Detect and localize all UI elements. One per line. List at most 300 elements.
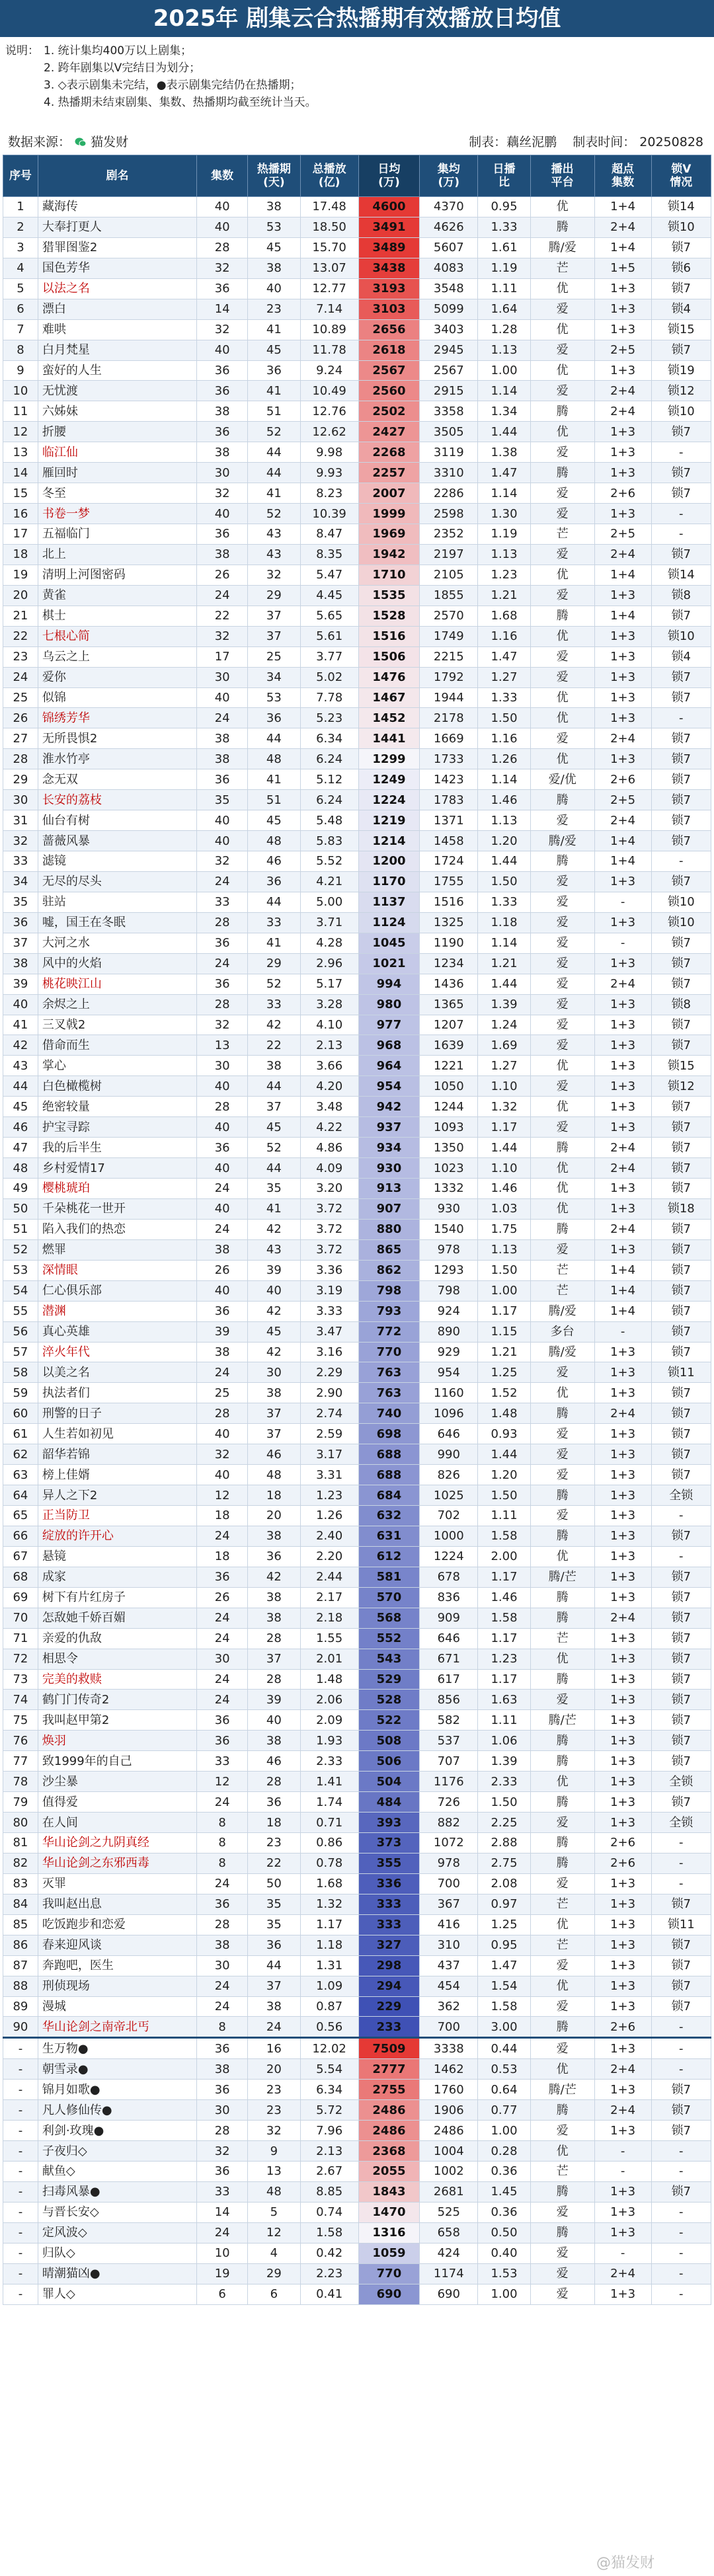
table-cell: 2.00 bbox=[478, 1546, 530, 1567]
table-cell: 28 bbox=[248, 1628, 300, 1649]
table-cell: 芒 bbox=[530, 1894, 594, 1914]
table-cell: 锁11 bbox=[651, 1914, 711, 1935]
table-cell: 40 bbox=[197, 1424, 248, 1444]
table-cell: 40 bbox=[248, 1710, 300, 1731]
table-cell: - bbox=[3, 2038, 38, 2059]
table-cell: 1.13 bbox=[478, 544, 530, 565]
drama-name: 韶华若锦 bbox=[38, 1444, 196, 1465]
table-cell: 42 bbox=[248, 1342, 300, 1362]
table-row bbox=[3, 1056, 711, 1076]
table-cell: 32 bbox=[197, 1015, 248, 1035]
table-cell: - bbox=[3, 2243, 38, 2263]
table-cell: 爱 bbox=[530, 1465, 594, 1485]
table-cell: 锁7 bbox=[651, 769, 711, 790]
table-cell: 爱 bbox=[530, 912, 594, 933]
daily-avg-cell: 2486 bbox=[358, 2100, 420, 2121]
column-header: 热播期 (天) bbox=[248, 155, 300, 197]
table-cell: 芒 bbox=[530, 258, 594, 278]
daily-avg-cell: 954 bbox=[358, 1076, 420, 1097]
table-cell: 腾/芒 bbox=[530, 1567, 594, 1587]
table-row bbox=[3, 2222, 711, 2243]
table-cell: 1+4 bbox=[594, 1260, 651, 1280]
table-cell: 7.14 bbox=[300, 299, 358, 319]
table-cell: 爱 bbox=[530, 933, 594, 953]
drama-name: 雁回时 bbox=[38, 463, 196, 483]
drama-name: 黄雀 bbox=[38, 585, 196, 605]
table-cell: 978 bbox=[420, 1853, 478, 1873]
table-cell: 锁7 bbox=[651, 1403, 711, 1424]
table-cell: 优 bbox=[530, 278, 594, 299]
table-row bbox=[3, 1117, 711, 1138]
daily-avg-cell: 934 bbox=[358, 1138, 420, 1158]
daily-avg-cell: 770 bbox=[358, 1342, 420, 1362]
table-cell: 2.74 bbox=[300, 1403, 358, 1424]
drama-name: 蔷薇风暴 bbox=[38, 831, 196, 851]
table-cell: 爱 bbox=[530, 544, 594, 565]
table-cell: - bbox=[651, 2284, 711, 2304]
table-cell: 32 bbox=[197, 2141, 248, 2162]
table-cell: 30 bbox=[3, 790, 38, 810]
table-cell: 28 bbox=[197, 237, 248, 258]
table-cell: 4.09 bbox=[300, 1158, 358, 1179]
table-cell: - bbox=[651, 1506, 711, 1526]
table-cell: 10 bbox=[3, 381, 38, 401]
table-cell: 1+3 bbox=[594, 1097, 651, 1117]
table-cell: 10.89 bbox=[300, 319, 358, 340]
meta-bar bbox=[0, 132, 714, 152]
daily-avg-cell: 942 bbox=[358, 1097, 420, 1117]
table-cell: 12 bbox=[197, 1772, 248, 1792]
table-cell: 1+3 bbox=[594, 1894, 651, 1914]
table-cell: 726 bbox=[420, 1792, 478, 1813]
table-cell: 锁10 bbox=[651, 626, 711, 646]
table-cell: 2598 bbox=[420, 504, 478, 524]
table-cell: - bbox=[3, 2284, 38, 2304]
table-cell: 38 bbox=[248, 258, 300, 278]
table-cell: 2+4 bbox=[594, 2059, 651, 2080]
table-cell: 1+3 bbox=[594, 442, 651, 463]
table-cell: 20 bbox=[248, 1506, 300, 1526]
table-cell: 6.34 bbox=[300, 728, 358, 749]
table-cell: 0.36 bbox=[478, 2162, 530, 2182]
table-cell: 14 bbox=[197, 299, 248, 319]
table-cell: 1325 bbox=[420, 912, 478, 933]
table-row bbox=[3, 463, 711, 483]
drama-name: 淬火年代 bbox=[38, 1342, 196, 1362]
table-cell: 5.52 bbox=[300, 851, 358, 872]
daily-avg-cell: 977 bbox=[358, 1015, 420, 1035]
table-cell: 0.77 bbox=[478, 2100, 530, 2121]
table-cell: 1855 bbox=[420, 585, 478, 605]
table-cell: 5.61 bbox=[300, 626, 358, 646]
table-cell: 1.93 bbox=[300, 1731, 358, 1751]
table-cell: 锁7 bbox=[651, 1465, 711, 1485]
table-cell: 1.47 bbox=[478, 646, 530, 667]
table-cell: 腾 bbox=[530, 1751, 594, 1772]
table-cell: 58 bbox=[3, 1362, 38, 1383]
table-cell: 3.77 bbox=[300, 646, 358, 667]
drama-name: 淮水竹亭 bbox=[38, 749, 196, 769]
daily-avg-cell: 688 bbox=[358, 1444, 420, 1465]
table-cell: 腾 bbox=[530, 1731, 594, 1751]
table-cell: 0.97 bbox=[478, 1894, 530, 1914]
table-cell: 23 bbox=[248, 1833, 300, 1854]
table-cell: 1+3 bbox=[594, 1198, 651, 1219]
table-cell: 28 bbox=[197, 1097, 248, 1117]
table-cell: 1+3 bbox=[594, 2181, 651, 2202]
table-row bbox=[3, 217, 711, 237]
page-title: 2025年 剧集云合热播期有效播放日均值 bbox=[0, 0, 714, 37]
table-cell: 24 bbox=[197, 1628, 248, 1649]
table-cell: 24 bbox=[197, 1179, 248, 1199]
table-cell: - bbox=[3, 2141, 38, 2162]
table-cell: 8.35 bbox=[300, 544, 358, 565]
table-cell: 1+3 bbox=[594, 1690, 651, 1710]
table-cell: 39 bbox=[248, 1260, 300, 1280]
table-cell: 优 bbox=[530, 1097, 594, 1117]
table-cell: 锁7 bbox=[651, 1976, 711, 1996]
table-cell: 2.09 bbox=[300, 1710, 358, 1731]
table-cell: 24 bbox=[197, 953, 248, 974]
drama-name: 异人之下2 bbox=[38, 1485, 196, 1506]
drama-name: 桃花映江山 bbox=[38, 974, 196, 994]
table-row bbox=[3, 1587, 711, 1608]
table-cell: 74 bbox=[3, 1690, 38, 1710]
table-row bbox=[3, 258, 711, 278]
daily-avg-cell: 612 bbox=[358, 1546, 420, 1567]
table-cell: 2.20 bbox=[300, 1546, 358, 1567]
column-header: 日均 (万) bbox=[358, 155, 420, 197]
daily-avg-cell: 336 bbox=[358, 1873, 420, 1894]
daily-avg-cell: 763 bbox=[358, 1362, 420, 1383]
table-cell: 爱 bbox=[530, 1690, 594, 1710]
table-cell: 爱 bbox=[530, 2038, 594, 2059]
table-cell: 34 bbox=[248, 667, 300, 687]
table-cell: 锁7 bbox=[651, 1526, 711, 1546]
table-cell: 1.75 bbox=[478, 1219, 530, 1239]
daily-avg-cell: 373 bbox=[358, 1833, 420, 1854]
drama-name: 罪人◇ bbox=[38, 2284, 196, 2304]
table-cell: 22 bbox=[248, 1853, 300, 1873]
table-cell: 55 bbox=[3, 1301, 38, 1321]
table-cell: 6.24 bbox=[300, 749, 358, 769]
table-cell: 64 bbox=[3, 1485, 38, 1506]
daily-avg-cell: 3491 bbox=[358, 217, 420, 237]
table-cell: 2+4 bbox=[594, 544, 651, 565]
table-cell: 10.39 bbox=[300, 504, 358, 524]
table-cell: 41 bbox=[248, 483, 300, 504]
daily-avg-cell: 2007 bbox=[358, 483, 420, 504]
table-cell: 3358 bbox=[420, 401, 478, 422]
meta-right bbox=[469, 132, 703, 152]
daily-avg-cell: 1516 bbox=[358, 626, 420, 646]
table-cell: 68 bbox=[3, 1567, 38, 1587]
table-cell: 2.40 bbox=[300, 1526, 358, 1546]
table-cell: 702 bbox=[420, 1506, 478, 1526]
table-cell: 1540 bbox=[420, 1219, 478, 1239]
table-cell: 1+3 bbox=[594, 1465, 651, 1485]
drama-name: 冬至 bbox=[38, 483, 196, 504]
table-row bbox=[3, 1383, 711, 1403]
table-cell: 38 bbox=[248, 1608, 300, 1628]
table-cell: - bbox=[651, 708, 711, 728]
column-header: 总播放 (亿) bbox=[300, 155, 358, 197]
table-cell: 1458 bbox=[420, 831, 478, 851]
table-cell: 36 bbox=[197, 278, 248, 299]
table-cell: 爱 bbox=[530, 1444, 594, 1465]
table-cell: 1176 bbox=[420, 1772, 478, 1792]
table-cell: 32 bbox=[197, 626, 248, 646]
table-cell: 8 bbox=[197, 1833, 248, 1854]
table-cell: 腾 bbox=[530, 1853, 594, 1873]
table-cell: 2+6 bbox=[594, 1853, 651, 1873]
table-cell: 51 bbox=[248, 401, 300, 422]
drama-name: 折腰 bbox=[38, 422, 196, 442]
table-cell: 37 bbox=[248, 1403, 300, 1424]
table-cell: 1+3 bbox=[594, 912, 651, 933]
table-cell: 40 bbox=[197, 831, 248, 851]
table-cell: 1+3 bbox=[594, 1914, 651, 1935]
table-row bbox=[3, 278, 711, 299]
table-cell: 1+3 bbox=[594, 1587, 651, 1608]
table-cell: 4.86 bbox=[300, 1138, 358, 1158]
drama-name: 七根心简 bbox=[38, 626, 196, 646]
table-cell: 416 bbox=[420, 1914, 478, 1935]
table-cell: 1050 bbox=[420, 1076, 478, 1097]
notes-label: 说明： bbox=[5, 44, 39, 58]
table-cell: 锁7 bbox=[651, 1955, 711, 1976]
table-cell: 51 bbox=[248, 790, 300, 810]
table-row bbox=[3, 1280, 711, 1301]
table-cell: 13 bbox=[3, 442, 38, 463]
table-row bbox=[3, 2263, 711, 2284]
table-cell: 优 bbox=[530, 2141, 594, 2162]
table-cell: 57 bbox=[3, 1342, 38, 1362]
table-cell: 腾 bbox=[530, 851, 594, 872]
table-cell: 1755 bbox=[420, 871, 478, 892]
drama-name: 以法之名 bbox=[38, 278, 196, 299]
table-cell: 优 bbox=[530, 1198, 594, 1219]
table-cell: 1+3 bbox=[594, 871, 651, 892]
table-row bbox=[3, 1424, 711, 1444]
table-cell: 28 bbox=[3, 749, 38, 769]
table-cell: 1.27 bbox=[478, 1056, 530, 1076]
table-cell: 1.13 bbox=[478, 810, 530, 831]
table-cell: 22 bbox=[248, 1035, 300, 1056]
table-cell: 1.25 bbox=[478, 1362, 530, 1383]
table-cell: 36 bbox=[197, 933, 248, 953]
table-cell: 爱 bbox=[530, 2121, 594, 2141]
table-cell: 0.78 bbox=[300, 1853, 358, 1873]
table-cell: 3.17 bbox=[300, 1444, 358, 1465]
source bbox=[8, 132, 128, 152]
table-cell: 1244 bbox=[420, 1097, 478, 1117]
table-cell: 锁7 bbox=[651, 1751, 711, 1772]
table-cell: 41 bbox=[248, 319, 300, 340]
drama-name: 白色橄榄树 bbox=[38, 1076, 196, 1097]
table-cell: 爱 bbox=[530, 585, 594, 605]
table-cell: 30 bbox=[197, 667, 248, 687]
table-cell: 爱 bbox=[530, 2243, 594, 2263]
table-row bbox=[3, 381, 711, 401]
drama-name: 华山论剑之东邪西毒 bbox=[38, 1853, 196, 1873]
table-row bbox=[3, 994, 711, 1015]
daily-avg-cell: 1467 bbox=[358, 687, 420, 708]
table-cell: 30 bbox=[197, 2100, 248, 2121]
table-row bbox=[3, 933, 711, 953]
table-row bbox=[3, 2202, 711, 2222]
source-name: 猫发财 bbox=[91, 135, 129, 149]
table-cell: 2+4 bbox=[594, 810, 651, 831]
table-cell: 40 bbox=[197, 810, 248, 831]
table-cell: 35 bbox=[248, 1179, 300, 1199]
table-cell: 1 bbox=[3, 197, 38, 217]
table-cell: - bbox=[651, 2059, 711, 2080]
drama-name: 樱桃琥珀 bbox=[38, 1179, 196, 1199]
table-cell: 1.19 bbox=[478, 258, 530, 278]
table-cell: 28 bbox=[197, 2121, 248, 2141]
table-cell: 1.09 bbox=[300, 1976, 358, 1996]
drama-name: 正当防卫 bbox=[38, 1506, 196, 1526]
table-cell: 40 bbox=[197, 197, 248, 217]
table-cell: 367 bbox=[420, 1894, 478, 1914]
table-cell: 24 bbox=[197, 1996, 248, 2017]
table-cell: 3.48 bbox=[300, 1097, 358, 1117]
drama-name: 清明上河图密码 bbox=[38, 565, 196, 585]
table-cell: 3.72 bbox=[300, 1219, 358, 1239]
table-cell: 12.62 bbox=[300, 422, 358, 442]
table-cell: 1.39 bbox=[478, 994, 530, 1015]
drama-name: 临江仙 bbox=[38, 442, 196, 463]
table-cell: 2915 bbox=[420, 381, 478, 401]
table-row bbox=[3, 422, 711, 442]
table-cell: 8 bbox=[197, 2017, 248, 2038]
table-cell: 46 bbox=[248, 851, 300, 872]
table-cell: 锁7 bbox=[651, 2080, 711, 2100]
table-cell: 48 bbox=[248, 1465, 300, 1485]
table-cell: 1+3 bbox=[594, 299, 651, 319]
table-cell: 3310 bbox=[420, 463, 478, 483]
table-cell: 1.28 bbox=[478, 319, 530, 340]
daily-avg-cell: 1224 bbox=[358, 790, 420, 810]
table-cell: 4 bbox=[248, 2243, 300, 2263]
table-cell: 33 bbox=[248, 912, 300, 933]
table-cell: 1.41 bbox=[300, 1772, 358, 1792]
drama-name: 风中的火焰 bbox=[38, 953, 196, 974]
table-cell: 优 bbox=[530, 749, 594, 769]
table-cell: 全锁 bbox=[651, 1772, 711, 1792]
table-cell: 3.19 bbox=[300, 1280, 358, 1301]
table-cell: 1.50 bbox=[478, 1792, 530, 1813]
table-cell: - bbox=[651, 851, 711, 872]
table-cell: 40 bbox=[197, 1158, 248, 1179]
table-row bbox=[3, 1035, 711, 1056]
table-cell: 42 bbox=[248, 1219, 300, 1239]
table-cell: 1072 bbox=[420, 1833, 478, 1854]
drama-name: 利剑·玫瑰● bbox=[38, 2121, 196, 2141]
table-cell: 锁10 bbox=[651, 912, 711, 933]
table-cell: 51 bbox=[3, 1219, 38, 1239]
table-row bbox=[3, 1976, 711, 1996]
table-cell: 40 bbox=[197, 1280, 248, 1301]
daily-avg-cell: 1843 bbox=[358, 2181, 420, 2202]
table-cell: 锁7 bbox=[651, 1383, 711, 1403]
table-cell: - bbox=[3, 2121, 38, 2141]
table-cell: 1.13 bbox=[478, 1239, 530, 1260]
table-cell: 锁15 bbox=[651, 319, 711, 340]
daily-avg-cell: 907 bbox=[358, 1198, 420, 1219]
table-cell: - bbox=[651, 1873, 711, 1894]
table-cell: 锁7 bbox=[651, 1239, 711, 1260]
table-cell: 1+3 bbox=[594, 1015, 651, 1035]
table-row bbox=[3, 831, 711, 851]
table-cell: 3.66 bbox=[300, 1056, 358, 1076]
drama-name: 三叉戟2 bbox=[38, 1015, 196, 1035]
drama-name: 成家 bbox=[38, 1567, 196, 1587]
daily-avg-cell: 327 bbox=[358, 1935, 420, 1955]
table-cell: 1.03 bbox=[478, 1198, 530, 1219]
table-row bbox=[3, 667, 711, 687]
table-cell: 锁7 bbox=[651, 2121, 711, 2141]
table-cell: 腾 bbox=[530, 1485, 594, 1506]
daily-avg-cell: 1299 bbox=[358, 749, 420, 769]
daily-avg-cell: 2368 bbox=[358, 2141, 420, 2162]
table-cell: 28 bbox=[248, 1772, 300, 1792]
table-cell: 36 bbox=[248, 1546, 300, 1567]
table-cell: 1+4 bbox=[594, 1301, 651, 1321]
table-cell: 锁7 bbox=[651, 1342, 711, 1362]
table-cell: 28 bbox=[197, 912, 248, 933]
table-cell: 39 bbox=[3, 974, 38, 994]
table-cell: 1+3 bbox=[594, 1424, 651, 1444]
daily-avg-cell: 2257 bbox=[358, 463, 420, 483]
daily-avg-cell: 862 bbox=[358, 1260, 420, 1280]
table-cell: 锁7 bbox=[651, 871, 711, 892]
table-cell: 20 bbox=[3, 585, 38, 605]
table-row bbox=[3, 871, 711, 892]
table-cell: 32 bbox=[248, 565, 300, 585]
drama-name: 我叫赵出息 bbox=[38, 1894, 196, 1914]
daily-avg-cell: 1170 bbox=[358, 871, 420, 892]
table-cell: 38 bbox=[197, 749, 248, 769]
table-row bbox=[3, 1833, 711, 1854]
table-cell: 28 bbox=[248, 1669, 300, 1690]
table-cell: 腾 bbox=[530, 790, 594, 810]
table-cell: 1+3 bbox=[594, 1383, 651, 1403]
table-cell: 1.18 bbox=[478, 912, 530, 933]
table-cell: 5607 bbox=[420, 237, 478, 258]
table-cell: 1224 bbox=[420, 1546, 478, 1567]
table-cell: 爱 bbox=[530, 994, 594, 1015]
daily-avg-cell: 930 bbox=[358, 1158, 420, 1179]
table-row bbox=[3, 2059, 711, 2080]
table-cell: 锁14 bbox=[651, 565, 711, 585]
table-cell: 70 bbox=[3, 1608, 38, 1628]
table-cell: 46 bbox=[3, 1117, 38, 1138]
table-row bbox=[3, 360, 711, 381]
table-cell: 2.44 bbox=[300, 1567, 358, 1587]
table-cell: 爱 bbox=[530, 504, 594, 524]
table-cell: 1724 bbox=[420, 851, 478, 872]
table-cell: 1+3 bbox=[594, 2080, 651, 2100]
daily-avg-cell: 568 bbox=[358, 1608, 420, 1628]
table-cell: 1+3 bbox=[594, 2202, 651, 2222]
table-cell: 2+4 bbox=[594, 974, 651, 994]
table-cell: 87 bbox=[3, 1955, 38, 1976]
daily-avg-cell: 2618 bbox=[358, 340, 420, 360]
table-cell: 37 bbox=[3, 933, 38, 953]
daily-avg-cell: 1316 bbox=[358, 2222, 420, 2243]
